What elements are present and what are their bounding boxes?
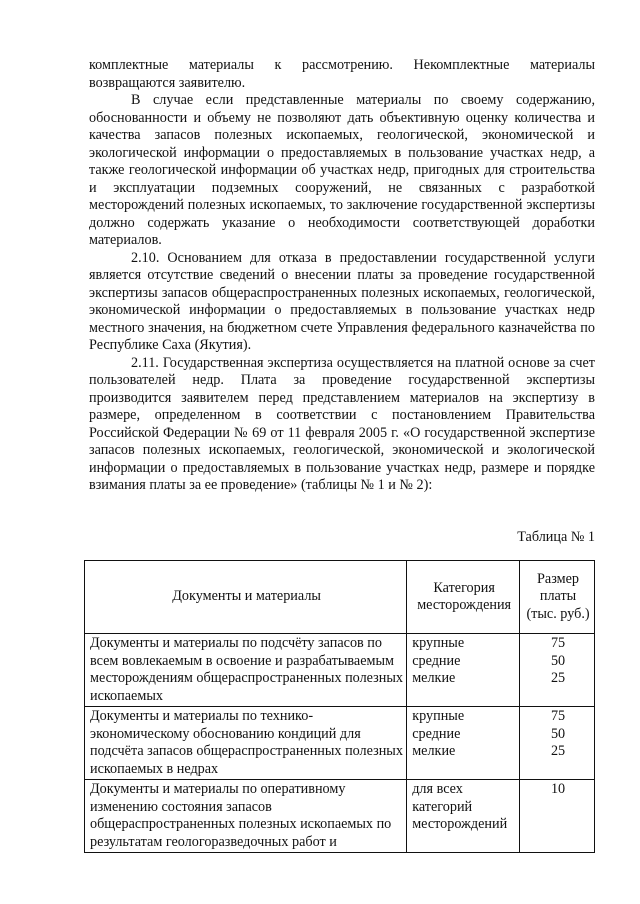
fee-cell (520, 707, 595, 780)
category-value: мелкие (412, 743, 456, 759)
category-value: месторождений (412, 816, 508, 832)
doc-cell: Документы и материалы по технико-экономическому обоснованию кондиций для подсчёта запасов общераспространенных полезных ископаемых в недрах (85, 707, 407, 780)
fee-value: 25 (550, 670, 566, 686)
header-fee: Размер платы (тыс. руб.) (520, 561, 595, 634)
header-category: Категория месторождения (407, 561, 520, 634)
category-value: категорий (412, 798, 473, 815)
table-caption: Таблица № 1 (517, 529, 595, 545)
category-cell (407, 707, 520, 780)
paragraph: 2.11. Государственная экспертиза осуществляется на платной основе за счет пользователей недр. Плата за проведение государственной экспертизы производится заявителем перед представлением материалов на экспертизу в размере, определенном в соответствии с постановлением Правительства Российской Федерации № 69 от 11 февраля 2005 г. «О государственной экспертизе запасов полезных ископаемых, геологической, экономической и экологической информации о предоставляемых в пользование участках недр, размере и порядке взимания платы за ее проведение» (таблицы № 1 и № 2): (89, 354, 595, 493)
fee-cell (520, 634, 595, 707)
category-cell (407, 634, 520, 707)
paragraph: 2.10. Основанием для отказа в предоставлении государственной услуги является отсутствие сведений о внесении платы за проведение государственной экспертизы запасов общераспространенных полезных ископаемых, геологической, экономической информации о предоставляемых в пользование участках недр местного значения, на бюджетном счете Управления федерального казначейства по Республике Саха (Якутия). (89, 249, 595, 353)
fee-value: 50 (550, 652, 566, 669)
category-value: средние (412, 652, 461, 669)
table-header-row (85, 561, 595, 634)
category-value: средние (412, 725, 461, 742)
category-value: крупные (412, 635, 465, 651)
fee-value: 75 (550, 635, 566, 651)
table-row (85, 634, 595, 707)
category-cell (407, 780, 520, 853)
paragraph: комплектные материалы к рассмотрению. Некомплектные материалы возвращаются заявителю. (89, 57, 595, 91)
fee-value: 75 (550, 708, 566, 724)
table-row (85, 780, 595, 853)
paragraph: В случае если представленные материалы по своему содержанию, обоснованности и объему не позволяют дать объективную оценку количества и качества запасов полезных ископаемых, геологической, экономической и экологической информации о предоставляемых в пользование участках недр, а также геологической информации об участках недр, пригодных для строительства и эксплуатации подземных сооружений, не связанных с разработкой месторождений полезных ископаемых, то заключение государственной экспертизы должно содержать указание о необходимости соответствующей доработки материалов. (89, 92, 595, 248)
fee-value: 25 (550, 743, 566, 759)
fee-cell (520, 780, 595, 853)
category-value: крупные (412, 708, 465, 724)
doc-cell: Документы и материалы по оперативному изменению состояния запасов общераспространенных полезных ископаемых по результатам геологоразведочных работ и (85, 780, 407, 853)
category-value: мелкие (412, 670, 456, 686)
body-text (89, 57, 595, 495)
fee-value: 50 (550, 725, 566, 742)
doc-cell: Документы и материалы по подсчёту запасов по всем вовлекаемым в освоение и разрабатываемым месторождениям общераспространенных полезных ископаемых (85, 634, 407, 707)
table-row (85, 707, 595, 780)
fee-value: 10 (550, 781, 566, 797)
fees-table (84, 560, 595, 853)
header-documents: Документы и материалы (85, 561, 407, 634)
category-value: для всех (412, 781, 463, 797)
